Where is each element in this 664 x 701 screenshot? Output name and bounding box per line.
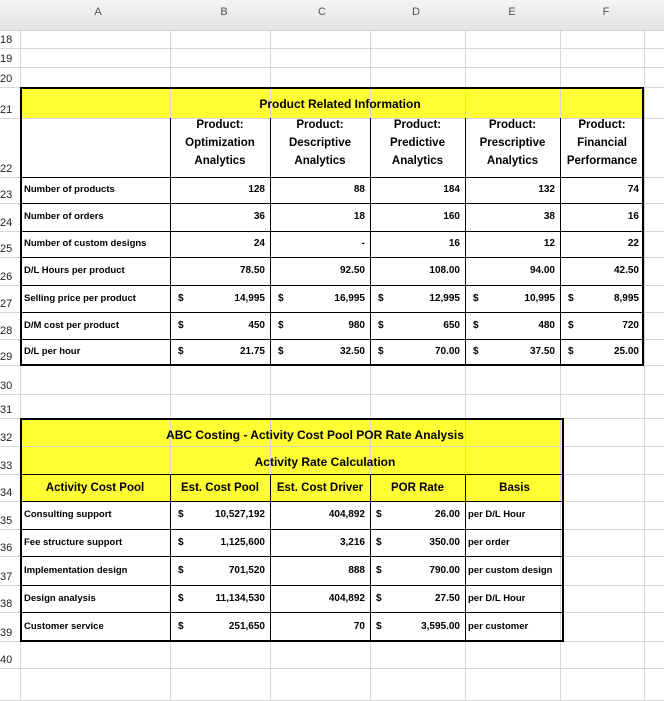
product-value-cell[interactable]: 16 bbox=[448, 238, 460, 249]
product-value-cell[interactable]: 12 bbox=[543, 238, 555, 249]
currency-sign: $ bbox=[376, 509, 382, 520]
table-border bbox=[20, 474, 564, 475]
row-number[interactable]: 26 bbox=[0, 271, 13, 283]
currency-sign: $ bbox=[278, 346, 284, 357]
currency-sign: $ bbox=[178, 621, 184, 632]
product-value-cell[interactable]: 480 bbox=[538, 320, 555, 331]
abc-cost-cell[interactable]: 701,520 bbox=[228, 565, 265, 576]
product-value-cell[interactable]: 42.50 bbox=[613, 265, 639, 276]
product-value-cell[interactable]: 108.00 bbox=[429, 265, 460, 276]
product-value-cell[interactable]: 132 bbox=[538, 184, 555, 195]
row-number[interactable]: 23 bbox=[0, 189, 13, 201]
product-value-cell[interactable]: 720 bbox=[622, 320, 639, 331]
column-header-a[interactable]: A bbox=[94, 6, 102, 18]
column-header-e[interactable]: E bbox=[508, 6, 516, 18]
product-row-label: Number of orders bbox=[24, 211, 104, 222]
abc-basis-cell[interactable]: per custom design bbox=[468, 565, 553, 576]
row-gridline bbox=[0, 446, 664, 447]
table-border bbox=[20, 529, 564, 530]
product-value-cell[interactable]: 16 bbox=[627, 211, 639, 222]
currency-sign: $ bbox=[376, 593, 382, 604]
abc-rate-cell[interactable]: 27.50 bbox=[434, 593, 460, 604]
abc-rate-cell[interactable]: 26.00 bbox=[434, 509, 460, 520]
currency-sign: $ bbox=[376, 621, 382, 632]
product-value-cell[interactable]: 37.50 bbox=[529, 346, 555, 357]
table-border bbox=[20, 285, 644, 286]
table-border bbox=[20, 556, 564, 557]
product-info-title: Product Related Information bbox=[259, 97, 421, 111]
row-gridline bbox=[0, 67, 664, 68]
product-value-cell[interactable]: 160 bbox=[443, 211, 460, 222]
product-header-line: Product: bbox=[296, 119, 344, 131]
product-row-label: D/L Hours per product bbox=[24, 265, 125, 276]
product-header-line: Analytics bbox=[294, 155, 346, 167]
product-value-cell[interactable]: 36 bbox=[253, 211, 265, 222]
abc-driver-cell[interactable]: 404,892 bbox=[328, 593, 365, 604]
product-value-cell[interactable]: 12,995 bbox=[429, 293, 460, 304]
product-value-cell[interactable]: 980 bbox=[348, 320, 365, 331]
row-gridline bbox=[0, 48, 664, 49]
product-header-line: Predictive bbox=[390, 137, 445, 149]
currency-sign: $ bbox=[378, 293, 384, 304]
abc-basis-cell[interactable]: per order bbox=[468, 537, 510, 548]
abc-pool-label: Customer service bbox=[24, 621, 104, 632]
currency-sign: $ bbox=[376, 537, 382, 548]
product-value-cell[interactable]: 74 bbox=[627, 184, 639, 195]
product-header-line: Performance bbox=[566, 155, 638, 167]
abc-driver-cell[interactable]: 70 bbox=[353, 621, 365, 632]
product-value-cell[interactable]: 92.50 bbox=[339, 265, 365, 276]
abc-basis-cell[interactable]: per customer bbox=[468, 621, 529, 632]
product-value-cell[interactable]: 128 bbox=[248, 184, 265, 195]
product-column-header bbox=[560, 116, 644, 170]
table-border bbox=[170, 474, 171, 641]
product-value-cell[interactable]: 38 bbox=[543, 211, 555, 222]
row-number[interactable]: 34 bbox=[0, 487, 13, 499]
product-header-line: Analytics bbox=[194, 155, 246, 167]
product-column-header bbox=[370, 116, 465, 170]
column-header-d[interactable]: D bbox=[412, 6, 420, 18]
table-border bbox=[20, 585, 564, 586]
abc-basis-cell[interactable]: per D/L Hour bbox=[468, 593, 526, 604]
product-column-header bbox=[270, 116, 370, 170]
abc-cost-cell[interactable]: 1,125,600 bbox=[220, 537, 265, 548]
product-value-cell[interactable]: 94.00 bbox=[529, 265, 555, 276]
abc-rate-cell[interactable]: 3,595.00 bbox=[421, 621, 460, 632]
row-number[interactable]: 27 bbox=[0, 298, 13, 310]
currency-sign: $ bbox=[178, 565, 184, 576]
table-border bbox=[20, 257, 644, 258]
abc-pool-label: Implementation design bbox=[24, 565, 128, 576]
table-border bbox=[20, 339, 644, 340]
abc-column-header: Est. Cost Pool bbox=[181, 482, 259, 494]
currency-sign: $ bbox=[378, 320, 384, 331]
row-number[interactable]: 22 bbox=[0, 163, 13, 175]
row-number[interactable]: 35 bbox=[0, 515, 13, 527]
row-number[interactable]: 28 bbox=[0, 325, 13, 337]
currency-sign: $ bbox=[178, 320, 184, 331]
table-border bbox=[20, 640, 564, 642]
abc-rate-cell[interactable]: 350.00 bbox=[429, 537, 460, 548]
row-number[interactable]: 20 bbox=[0, 73, 13, 85]
column-header-f[interactable]: F bbox=[602, 6, 610, 18]
currency-sign: $ bbox=[376, 565, 382, 576]
product-value-cell[interactable]: 184 bbox=[443, 184, 460, 195]
abc-cost-cell[interactable]: 11,134,530 bbox=[215, 593, 265, 604]
currency-sign: $ bbox=[473, 293, 479, 304]
abc-column-header: Basis bbox=[499, 482, 530, 494]
product-row-label: Number of custom designs bbox=[24, 238, 147, 249]
column-gridline bbox=[644, 30, 645, 700]
currency-sign: $ bbox=[378, 346, 384, 357]
abc-subtitle: Activity Rate Calculation bbox=[254, 455, 396, 469]
table-border bbox=[20, 87, 644, 89]
product-header-line: Analytics bbox=[486, 155, 539, 167]
row-number[interactable]: 38 bbox=[0, 598, 13, 610]
product-value-cell[interactable]: 16,995 bbox=[334, 293, 365, 304]
row-number[interactable]: 24 bbox=[0, 217, 13, 229]
row-gridline bbox=[0, 668, 664, 669]
currency-sign: $ bbox=[568, 346, 574, 357]
abc-driver-cell[interactable]: 3,216 bbox=[339, 537, 365, 548]
currency-sign: $ bbox=[178, 346, 184, 357]
table-border bbox=[370, 474, 371, 641]
product-value-cell[interactable]: - bbox=[361, 238, 365, 249]
abc-driver-cell[interactable]: 888 bbox=[348, 565, 365, 576]
product-header-line: Financial bbox=[577, 137, 627, 149]
product-value-cell[interactable]: 25.00 bbox=[613, 346, 639, 357]
table-border bbox=[20, 177, 644, 178]
abc-rate-cell[interactable]: 790.00 bbox=[429, 565, 460, 576]
column-header-b[interactable]: B bbox=[220, 6, 228, 18]
row-number[interactable]: 36 bbox=[0, 542, 13, 554]
row-number[interactable]: 19 bbox=[0, 53, 13, 65]
row-gridline bbox=[0, 30, 664, 31]
product-header-line: Product: bbox=[196, 119, 244, 131]
abc-column-header: POR Rate bbox=[390, 482, 445, 494]
abc-column-header: Activity Cost Pool bbox=[45, 482, 145, 494]
row-number[interactable]: 29 bbox=[0, 351, 13, 363]
product-header-line: Descriptive bbox=[288, 137, 351, 149]
table-border bbox=[20, 501, 564, 502]
product-value-cell[interactable]: 450 bbox=[248, 320, 265, 331]
row-number[interactable]: 32 bbox=[0, 432, 13, 444]
currency-sign: $ bbox=[278, 293, 284, 304]
abc-column-header: Est. Cost Driver bbox=[276, 482, 364, 494]
product-value-cell[interactable]: 24 bbox=[253, 238, 265, 249]
row-number[interactable]: 39 bbox=[0, 627, 13, 639]
product-row-label: Number of products bbox=[24, 184, 115, 195]
table-border bbox=[270, 474, 271, 641]
table-border bbox=[465, 474, 466, 641]
product-value-cell[interactable]: 8,995 bbox=[613, 293, 639, 304]
abc-cost-cell[interactable]: 10,527,192 bbox=[214, 509, 265, 520]
column-header-c[interactable]: C bbox=[318, 6, 326, 18]
currency-sign: $ bbox=[473, 320, 479, 331]
product-row-label: Selling price per product bbox=[24, 293, 136, 304]
product-value-cell[interactable]: 650 bbox=[443, 320, 460, 331]
row-number[interactable]: 30 bbox=[0, 380, 13, 392]
table-border bbox=[20, 612, 564, 613]
product-header-line: Product: bbox=[393, 119, 442, 131]
abc-driver-cell[interactable]: 404,892 bbox=[328, 509, 365, 520]
table-border bbox=[20, 364, 644, 366]
product-header-line: Product: bbox=[578, 119, 626, 131]
row-number[interactable]: 40 bbox=[0, 654, 13, 666]
product-header-line: Product: bbox=[488, 119, 537, 131]
table-border bbox=[20, 203, 644, 204]
row-number[interactable]: 25 bbox=[0, 243, 13, 255]
product-header-line: Prescriptive bbox=[479, 137, 546, 149]
product-value-cell[interactable]: 10,995 bbox=[524, 293, 555, 304]
row-gridline bbox=[0, 394, 664, 395]
row-number[interactable]: 33 bbox=[0, 460, 13, 472]
table-border bbox=[20, 418, 564, 420]
currency-sign: $ bbox=[178, 593, 184, 604]
row-number[interactable]: 37 bbox=[0, 571, 13, 583]
product-header-line: Analytics bbox=[391, 155, 444, 167]
product-header-line: Optimization bbox=[185, 137, 255, 149]
product-value-cell[interactable]: 32.50 bbox=[339, 346, 365, 357]
table-border bbox=[20, 231, 644, 232]
abc-pool-label: Fee structure support bbox=[24, 537, 123, 548]
column-header-bar bbox=[0, 0, 664, 31]
row-number[interactable]: 21 bbox=[0, 104, 13, 116]
product-value-cell[interactable]: 14,995 bbox=[234, 293, 265, 304]
currency-sign: $ bbox=[473, 346, 479, 357]
product-row-label: D/L per hour bbox=[24, 346, 81, 357]
product-value-cell[interactable]: 78.50 bbox=[239, 265, 265, 276]
product-value-cell[interactable]: 88 bbox=[353, 184, 365, 195]
product-column-header bbox=[170, 116, 270, 170]
currency-sign: $ bbox=[178, 293, 184, 304]
abc-cost-cell[interactable]: 251,650 bbox=[228, 621, 265, 632]
currency-sign: $ bbox=[178, 537, 184, 548]
abc-title: ABC Costing - Activity Cost Pool POR Rate Analysis bbox=[166, 428, 464, 442]
currency-sign: $ bbox=[278, 320, 284, 331]
currency-sign: $ bbox=[568, 293, 574, 304]
abc-basis-cell[interactable]: per D/L Hour bbox=[468, 509, 526, 520]
currency-sign: $ bbox=[568, 320, 574, 331]
product-value-cell[interactable]: 21.75 bbox=[239, 346, 265, 357]
currency-sign: $ bbox=[178, 509, 184, 520]
product-column-header bbox=[465, 116, 560, 170]
product-row-label: D/M cost per product bbox=[24, 320, 120, 331]
abc-pool-label: Design analysis bbox=[24, 593, 96, 604]
product-value-cell[interactable]: 22 bbox=[627, 238, 639, 249]
row-number[interactable]: 31 bbox=[0, 404, 13, 416]
product-value-cell[interactable]: 70.00 bbox=[434, 346, 460, 357]
abc-pool-label: Consulting support bbox=[24, 509, 112, 520]
product-value-cell[interactable]: 18 bbox=[353, 211, 365, 222]
row-number[interactable]: 18 bbox=[0, 34, 13, 46]
table-border bbox=[20, 312, 644, 313]
